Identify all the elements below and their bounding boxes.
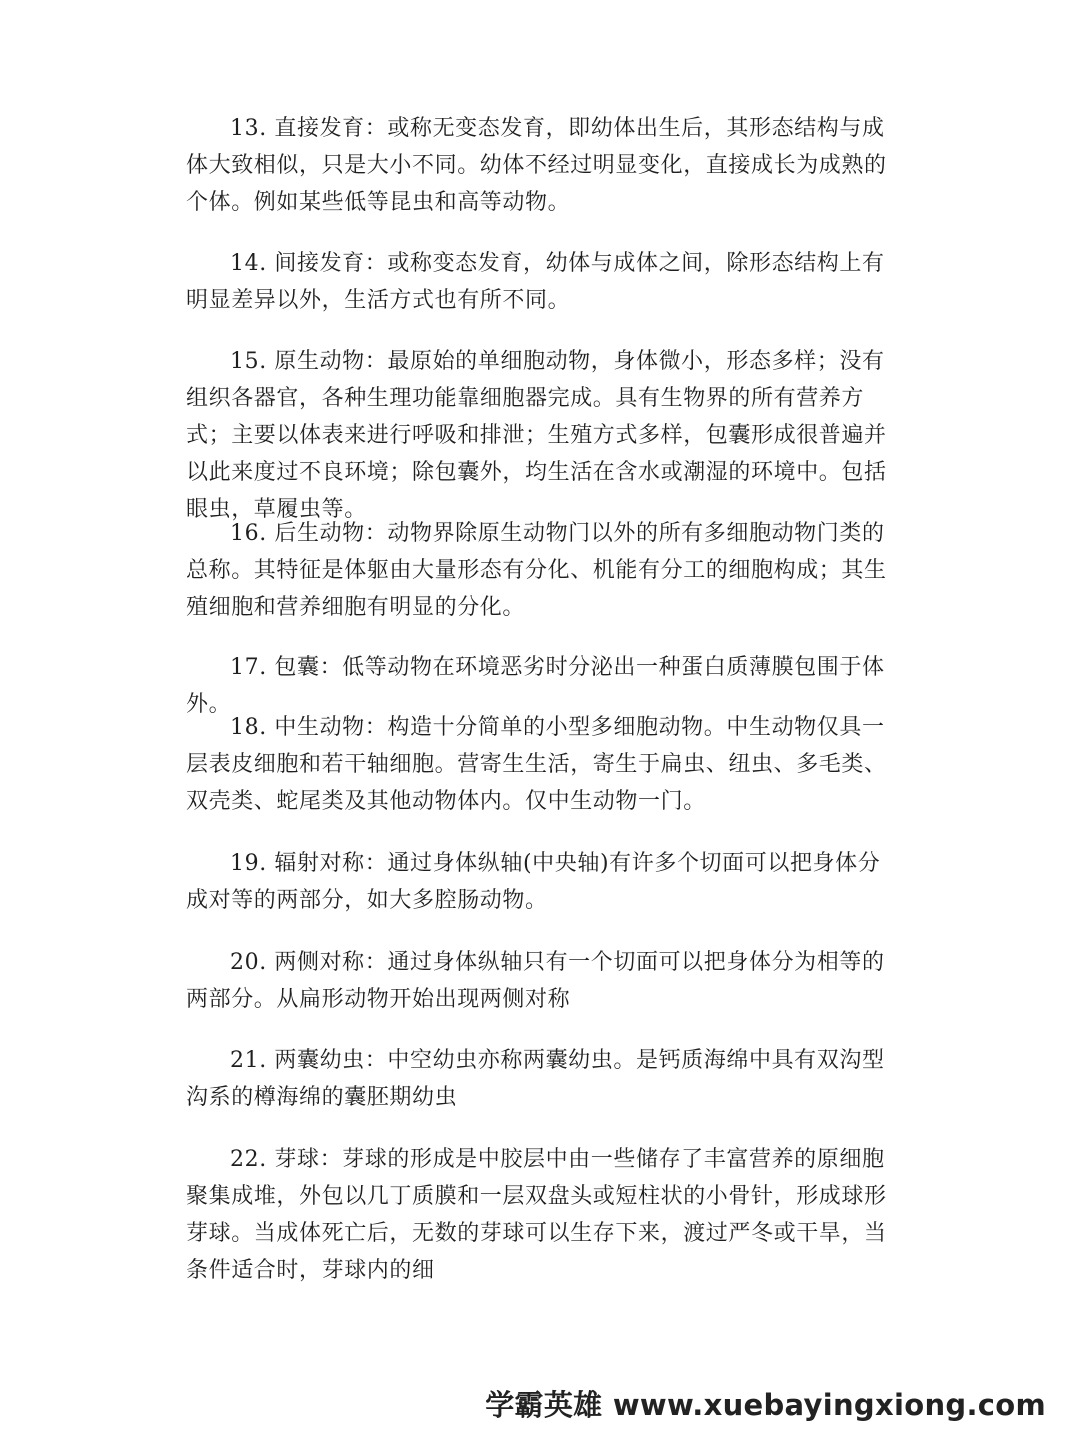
paragraph-14: 14. 间接发育：或称变态发育，幼体与成体之间，除形态结构上有明显差异以外，生活方式也有所不同。 (186, 251, 885, 313)
paragraph-21: 21. 两囊幼虫：中空幼虫亦称两囊幼虫。是钙质海绵中具有双沟型沟系的樽海绵的囊胚期幼虫 (186, 1048, 885, 1110)
paragraph-13: 13. 直接发育：或称无变态发育，即幼体出生后，其形态结构与成体大致相似，只是大小不同。幼体不经过明显变化，直接成长为成熟的个体。例如某些低等昆虫和高等动物。 (186, 116, 887, 215)
paragraph-16: 16. 后生动物：动物界除原生动物门以外的所有多细胞动物门类的总称。其特征是体躯由大量形态有分化、机能有分工的细胞构成；其生殖细胞和营养细胞有明显的分化。 (186, 521, 887, 620)
site-watermark: 学霸英雄 www.xuebayingxiong.com (475, 1379, 1056, 1428)
paragraph-15: 15. 原生动物：最原始的单细胞动物，身体微小，形态多样；没有组织各器官，各种生理功能靠细胞器完成。具有生物界的所有营养方式；主要以体表来进行呼吸和排泄；生殖方式多样，包囊形成很普遍并以此来度过不良环境；除包囊外，均生活在含水或潮湿的环境中。包括眼虫，草履虫等。 (186, 349, 887, 522)
paragraph-19: 19. 辐射对称：通过身体纵轴(中央轴)有许多个切面可以把身体分成对等的两部分，如大多腔肠动物。 (186, 851, 881, 913)
paragraph-22: 22. 芽球：芽球的形成是中胶层中由一些储存了丰富营养的原细胞聚集成堆，外包以几丁质膜和一层双盘头或短柱状的小骨针，形成球形芽球。当成体死亡后，无数的芽球可以生存下来，渡过严冬或干旱，当条件适合时，芽球内的细 (186, 1147, 887, 1283)
paragraph-18: 18. 中生动物：构造十分简单的小型多细胞动物。中生动物仅具一层表皮细胞和若干轴细胞。营寄生生活，寄生于扁虫、纽虫、多毛类、双壳类、蛇尾类及其他动物体内。仅中生动物一门。 (186, 715, 887, 814)
paragraph-20: 20. 两侧对称：通过身体纵轴只有一个切面可以把身体分为相等的两部分。从扁形动物开始出现两侧对称 (186, 950, 885, 1012)
paragraph-17: 17. 包囊：低等动物在环境恶劣时分泌出一种蛋白质薄膜包围于体外。 (186, 655, 885, 717)
